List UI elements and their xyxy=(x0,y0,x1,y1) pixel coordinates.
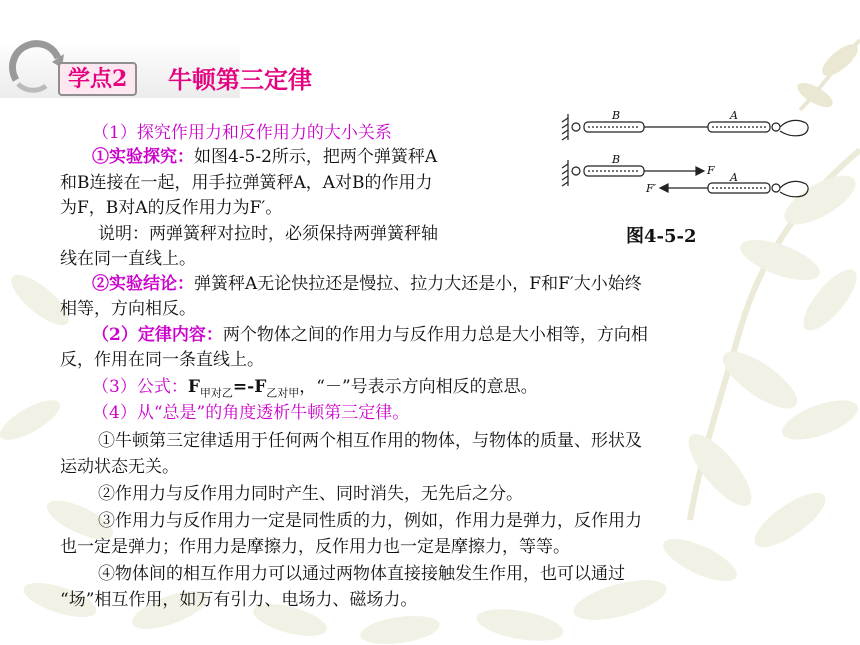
label-b-top: B xyxy=(612,109,621,122)
text-line-11 xyxy=(92,376,538,404)
text-line-9 xyxy=(92,324,648,346)
spring-scale-figure xyxy=(560,108,815,218)
label-law: （2）定律内容： xyxy=(92,325,223,345)
label-formula: （3）公式： xyxy=(92,377,188,397)
text-line-8: 相等，方向相反。 xyxy=(60,299,196,319)
figure-caption: 图4-5-2 xyxy=(626,226,697,247)
formula-f1: F xyxy=(187,377,200,397)
label-experiment: ①实验探究： xyxy=(92,147,194,167)
formula-mid: =-F xyxy=(232,377,267,397)
text-line-14: 运动状态无关。 xyxy=(60,457,179,477)
text-experiment: 如图4-5-2所示，把两个弹簧秤A xyxy=(194,147,438,167)
text-line-4: 为F，B对A的反作用力为F′。 xyxy=(60,198,283,218)
text-line-18: ④物体间的相互作用力可以通过两物体直接接触发生作用，也可以通过 xyxy=(98,564,625,584)
label-f: F xyxy=(707,164,715,177)
text-law: 两个物体之间的作用力与反作用力总是大小相等，方向相 xyxy=(222,325,648,345)
text-line-1: （1）探究作用力和反作用力的大小关系 xyxy=(92,123,392,143)
formula-rest: ，“－”号表示方向相反的意思。 xyxy=(299,377,538,397)
label-a-top: A xyxy=(730,109,738,122)
text-line-16: ③作用力与反作用力一定是同性质的力，例如，作用力是弹力，反作用力 xyxy=(98,511,642,531)
section-badge: 学点2 xyxy=(58,62,137,96)
label-conclusion: ②实验结论： xyxy=(92,274,194,294)
text-line-17: 也一定是弹力；作用力是摩擦力，反作用力也一定是摩擦力，等等。 xyxy=(60,537,570,557)
text-line-7 xyxy=(92,273,642,295)
text-line-12: （4）从“总是”的角度透析牛顿第三定律。 xyxy=(92,403,410,423)
label-a-bottom: A xyxy=(730,171,738,184)
text-line-5: 说明：两弹簧秤对拉时，必须保持两弹簧秤轴 xyxy=(98,224,438,244)
text-line-15: ②作用力与反作用力同时产生、同时消失，无先后之分。 xyxy=(98,484,523,504)
text-line-13: ①牛顿第三定律适用于任何两个相互作用的物体，与物体的质量、形状及 xyxy=(98,431,642,451)
text-line-2 xyxy=(92,146,437,168)
text-conclusion: 弹簧秤A无论快拉还是慢拉、拉力大还是小，F和F′大小始终 xyxy=(194,274,642,294)
formula-sub-2: 乙对甲 xyxy=(266,386,300,400)
text-line-6: 线在同一直线上。 xyxy=(60,249,196,269)
formula-sub-1: 甲对乙 xyxy=(199,386,233,400)
refresh-arrow-icon xyxy=(4,36,66,98)
label-f-prime: F′ xyxy=(646,182,657,195)
label-b-bottom: B xyxy=(612,153,621,166)
text-line-10: 反，作用在同一条直线上。 xyxy=(60,350,264,370)
text-line-19: “场”相互作用，如万有引力、电场力、磁场力。 xyxy=(60,590,418,610)
text-line-3: 和B连接在一起，用手拉弹簧秤A，A对B的作用力 xyxy=(60,173,433,193)
page-title: 牛顿第三定律 xyxy=(168,65,312,94)
